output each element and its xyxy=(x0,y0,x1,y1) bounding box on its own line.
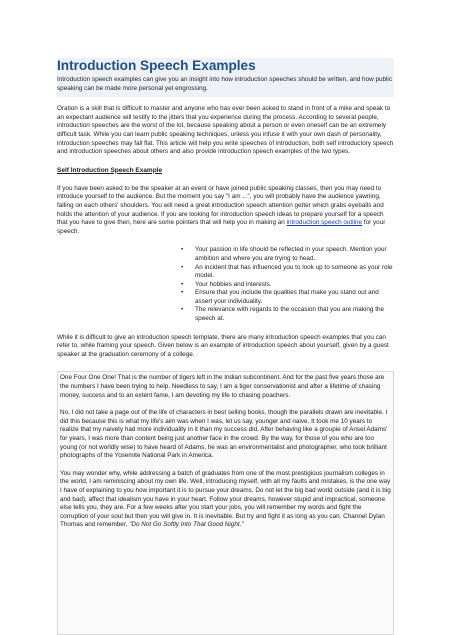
oration-paragraph: Oration is a skill that is difficult to master and anyone who has ever been asked to stand in front of a mike and speak to an expectant audience will testify to the jitters that you experience during the process. According to several people, introduction speeches are the worst of the lot, because speaking about a person or even oneself can be an extremely difficult task. While you can learn public speaking techniques, unless you infuse it with your own dash of personality, introduction speeches may fall flat. This article will help you write speeches of introduction, both self introductory speech and introduction speeches about others and also provide introduction speech examples of the two types. xyxy=(57,105,394,156)
speech-example-box xyxy=(57,371,394,635)
speech-paragraph: No, I did not take a page out of the life of characters in best selling books, though the parallels drawn are inevitable. I did this because this is what my life's aim was when I was, let us say, younger and naive. It took me 10 years to realize that my naivety had more individuality in it than my success did. After behaving like a groupie of Ansel Adams' for years, I was more than content being just another face in the crowd. By the way, for those of you who are too young (or not worldly wise) to have heard of Adams, he was an environmentalist and photographer, who took brilliant photographs of the Yosemite National Park in America. xyxy=(60,409,388,460)
pointers-list xyxy=(57,246,394,323)
outline-link[interactable]: introduction speech outline xyxy=(286,219,363,227)
speech-paragraph-last xyxy=(60,470,391,530)
intro-paragraph: Introduction speech examples can give you an insight into how introduction speeches should be written, and how public speaking can be made more personal yet engrossing. xyxy=(57,76,393,92)
list-item: • Ensure that you include the qualities that make you stand out and assert your individuality. xyxy=(187,289,394,306)
speech-quote: "Do Not Go Softly Into That Good Night." xyxy=(129,521,244,529)
self-intro-paragraph xyxy=(57,185,394,237)
self-intro-text: If you have been asked to be the speaker at an event or have joined public speaking classes, then you may need to introduce yourself to the audience. But the moment you say "I am ...", you will probably have the audience yawning, falling on each others' shoulders. You will need a great introduction speech attention getter which grabs eyeballs and holds the attention of your audience. If you are looking for introduction speech ideas to prepare yourself for a speech that you have to give then, here are some pointers that will help you in making an xyxy=(57,184,384,227)
template-paragraph: While it is difficult to give an introduction speech template, there are many introduction speech examples that you can refer to, while framing your speech. Given below is an example of introduction speech about yourself, given by a guest speaker at the graduation ceremony of a college. xyxy=(57,333,389,358)
speech-text: You may wonder why, while addressing a batch of graduates from one of the most prestigious journalism colleges in the world, I am reminiscing about my own life. Well, introducing myself, with all my faults and mistakes, is the one way I have of explaining to you how important it is to pursue your dreams. Do not let the big bad world outside (and it is big and bad), affect that idealism you have in your heart. Follow your dreams, however stupid and impractical, someone else tells you, they are. For a few weeks after you start your jobs, you will remember my words and fight the corruption of your soul but then you will give in. It is inevitable. But try and fight it as long as you can. Channel Dylan Thomas and remember, xyxy=(60,469,391,529)
article-header xyxy=(57,58,394,97)
self-intro-text-end: for your speech. xyxy=(57,219,386,235)
list-item: • An incident that has influenced you to look up to someone as your role model. xyxy=(187,264,394,281)
list-item: • Your passion in life should be reflected in your speech. Mention your ambition and where you are trying to head. xyxy=(187,246,394,263)
speech-paragraph: One Four One One! That is the number of tigers left in the Indian subcontinent. And for the past five years those are the numbers I have been trying to help. Needless to say, I am a tiger conservationist and after a lifetime of chasing money, success and to an extent fame, I am devoting my life to chasing poachers. xyxy=(60,374,385,399)
section-heading: Self Introduction Speech Example xyxy=(57,166,163,174)
list-item: • Your hobbies and interests. xyxy=(187,281,394,290)
list-item: • The relevance with regards to the occasion that you are making the speech at. xyxy=(187,306,394,323)
page-title: Introduction Speech Examples xyxy=(57,58,256,73)
